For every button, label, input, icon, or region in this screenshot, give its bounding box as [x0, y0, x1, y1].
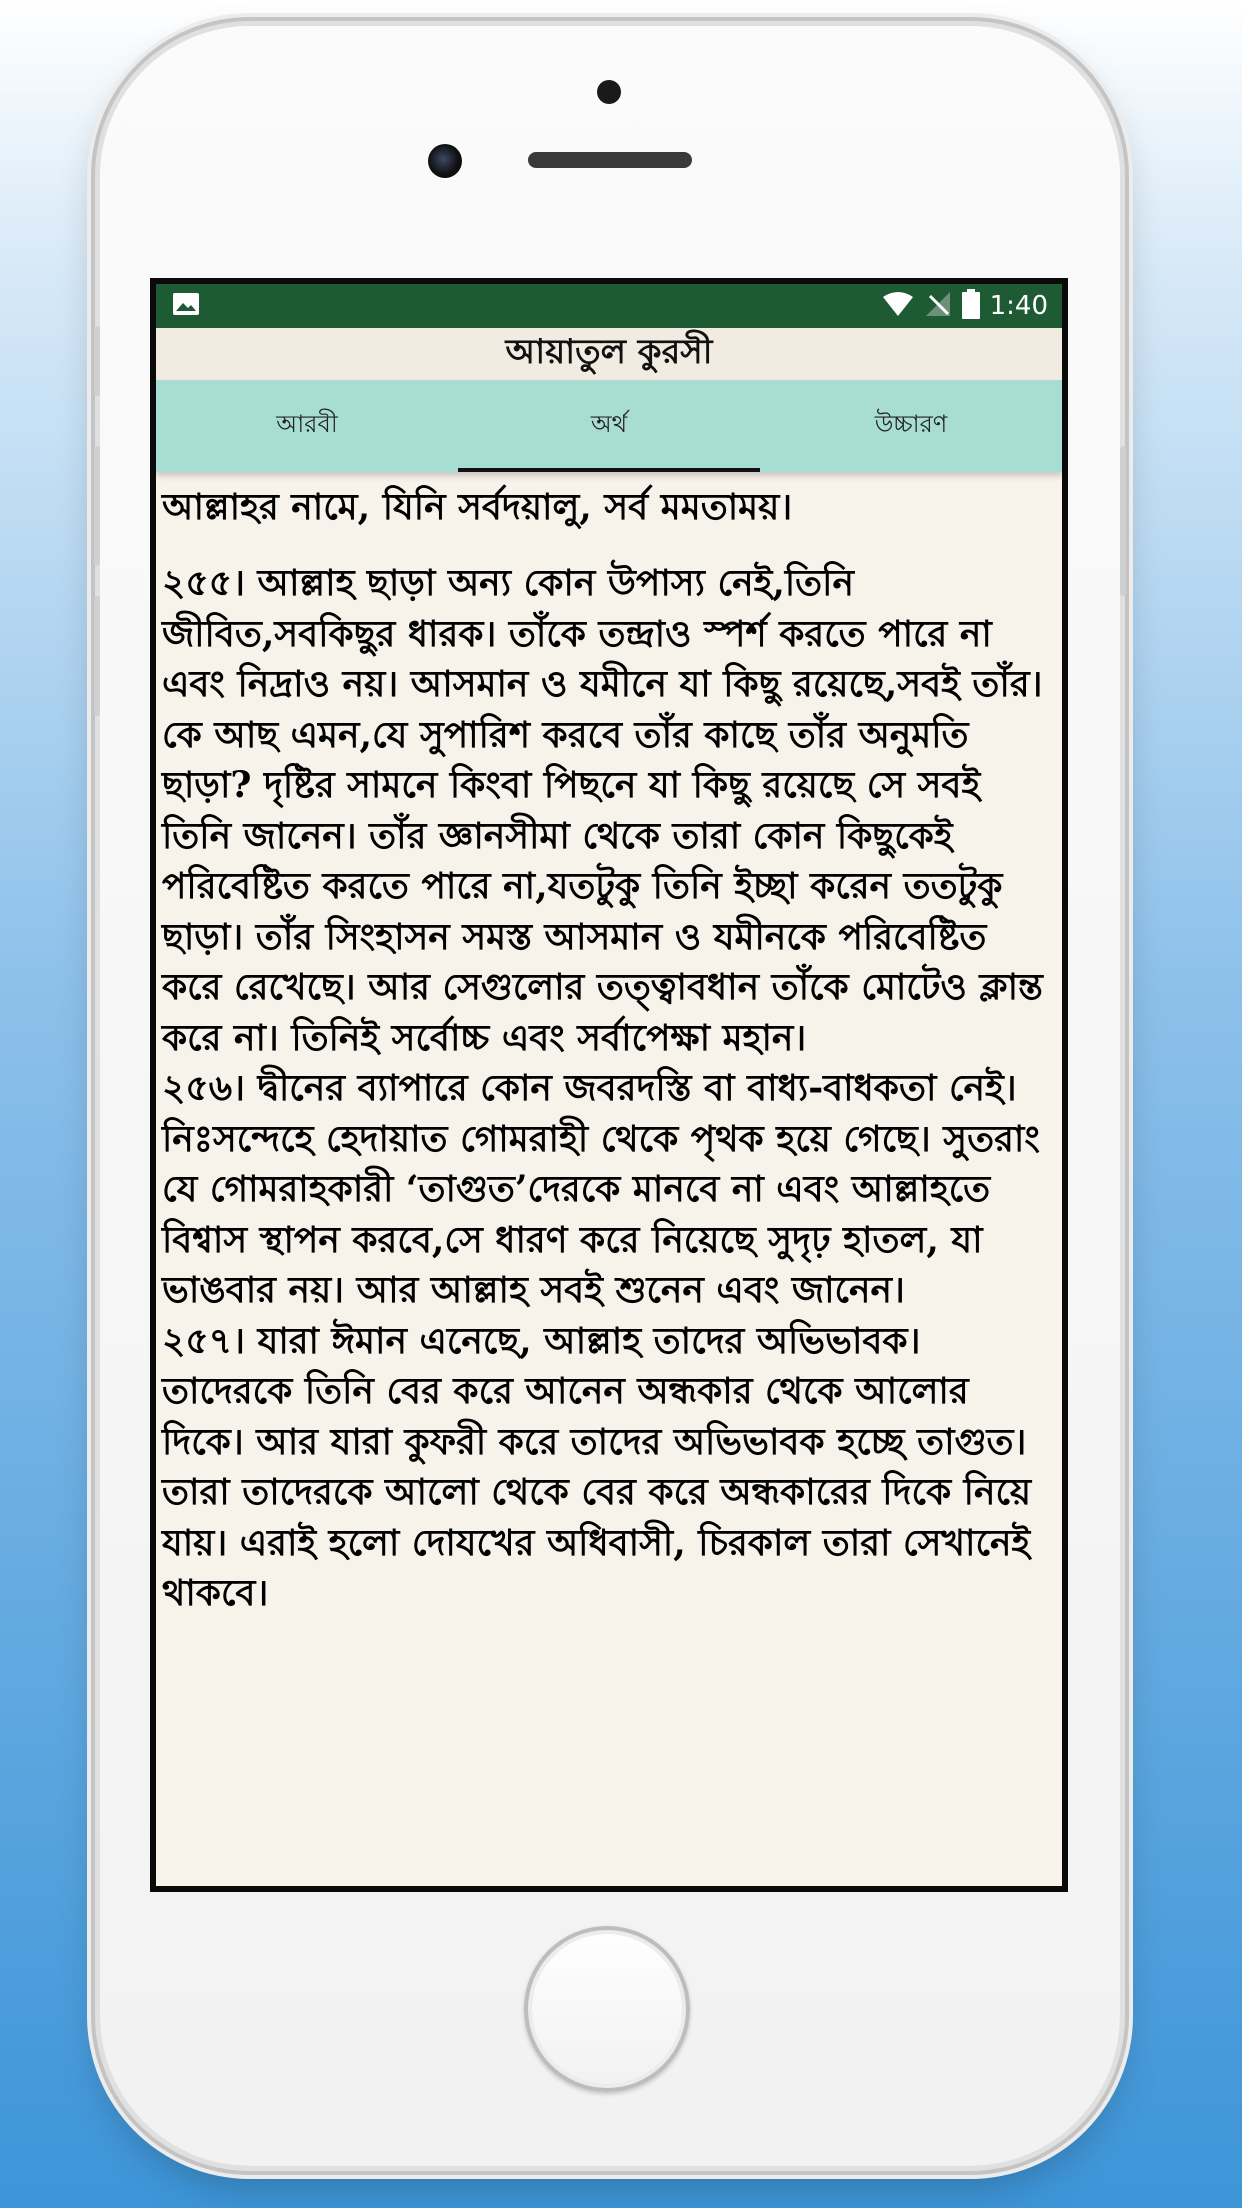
volume-down-button: [94, 596, 100, 716]
battery-icon: [962, 289, 980, 323]
status-icons: [882, 289, 1048, 323]
status-bar: [156, 284, 1062, 328]
verse-257: ২৫৭। যারা ঈমান এনেছে, আল্লাহ তাদের অভিভাবক। তাদেরকে তিনি বের করে আনেন অন্ধকার থেকে আলোর দিকে। আর যারা কুফরী করে তাদের অভিভাবক হচ্ছে তাগুত। তারা তাদেরকে আলো থেকে বের করে অন্ধকারের দিকে নিয়ে যায়। এরাই হলো দোযখের অধিবাসী, চিরকাল তারা সেখানেই থাকবে।: [162, 1319, 1032, 1614]
wifi-icon: [882, 291, 914, 321]
tab-meaning[interactable]: অর্থ: [458, 380, 760, 472]
tab-bar: [156, 380, 1062, 472]
volume-up-button: [94, 446, 100, 566]
verse-255: ২৫৫। আল্লাহ ছাড়া অন্য কোন উপাস্য নেই,তিনি জীবিত,সবকিছুর ধারক। তাঁকে তন্দ্রাও স্পর্শ করতে পারে না এবং নিদ্রাও নয়। আসমান ও যমীনে যা কিছু রয়েছে,সবই তাঁর। কে আছ এমন,যে সুপারিশ করবে তাঁর কাছে তাঁর অনুমতি ছাড়া? দৃষ্টির সামনে কিংবা পিছনে যা কিছু রয়েছে সে সবই তিনি জানেন। তাঁর জ্ঞানসীমা থেকে তারা কোন কিছুকেই পরিবেষ্টিত করতে পারে না,যতটুকু তিনি ইচ্ছা করেন ততটুকু ছাড়া। তাঁর সিংহাসন সমস্ত আসমান ও যমীনকে পরিবেষ্টিত করে রেখেছে। আর সেগুলোর তত্ত্বাবধান তাঁকে মোটেও ক্লান্ত করে না। তিনিই সর্বোচ্চ এবং সর্বাপেক্ষা মহান।: [162, 562, 1043, 1059]
front-camera: [428, 144, 462, 178]
earpiece-speaker: [528, 152, 692, 168]
phone-screen: [150, 278, 1068, 1892]
proximity-sensor: [597, 80, 621, 104]
power-button: [1120, 446, 1126, 596]
tab-pronunciation[interactable]: উচ্চারণ: [874, 410, 948, 438]
app-title: আয়াতুল কুরসী: [156, 328, 1062, 380]
verse-256: ২৫৬। দ্বীনের ব্যাপারে কোন জবরদস্তি বা বাধ্য-বাধকতা নেই। নিঃসন্দেহে হেদায়াত গোমরাহী থেকে পৃথক হয়ে গেছে। সুতরাং যে গোমরাহকারী ‘তাগুত’দেরকে মানবে না এবং আল্লাহতে বিশ্বাস স্থাপন করবে,সে ধারণ করে নিয়েছে সুদৃঢ় হাতল, যা ভাঙবার নয়। আর আল্লাহ সবই শুনেন এবং জানেন।: [162, 1067, 1040, 1311]
mute-switch: [94, 326, 100, 396]
translation-content[interactable]: [156, 472, 1062, 1619]
bismillah-text: আল্লাহর নামে, যিনি সর্বদয়ালু, সর্ব মমতাময়।: [162, 486, 793, 528]
tab-arabic[interactable]: আরবী: [276, 410, 338, 438]
status-time: 1:40: [989, 291, 1048, 321]
image-icon: [172, 292, 200, 320]
no-signal-icon: [924, 290, 952, 322]
home-button[interactable]: [524, 1926, 690, 2092]
